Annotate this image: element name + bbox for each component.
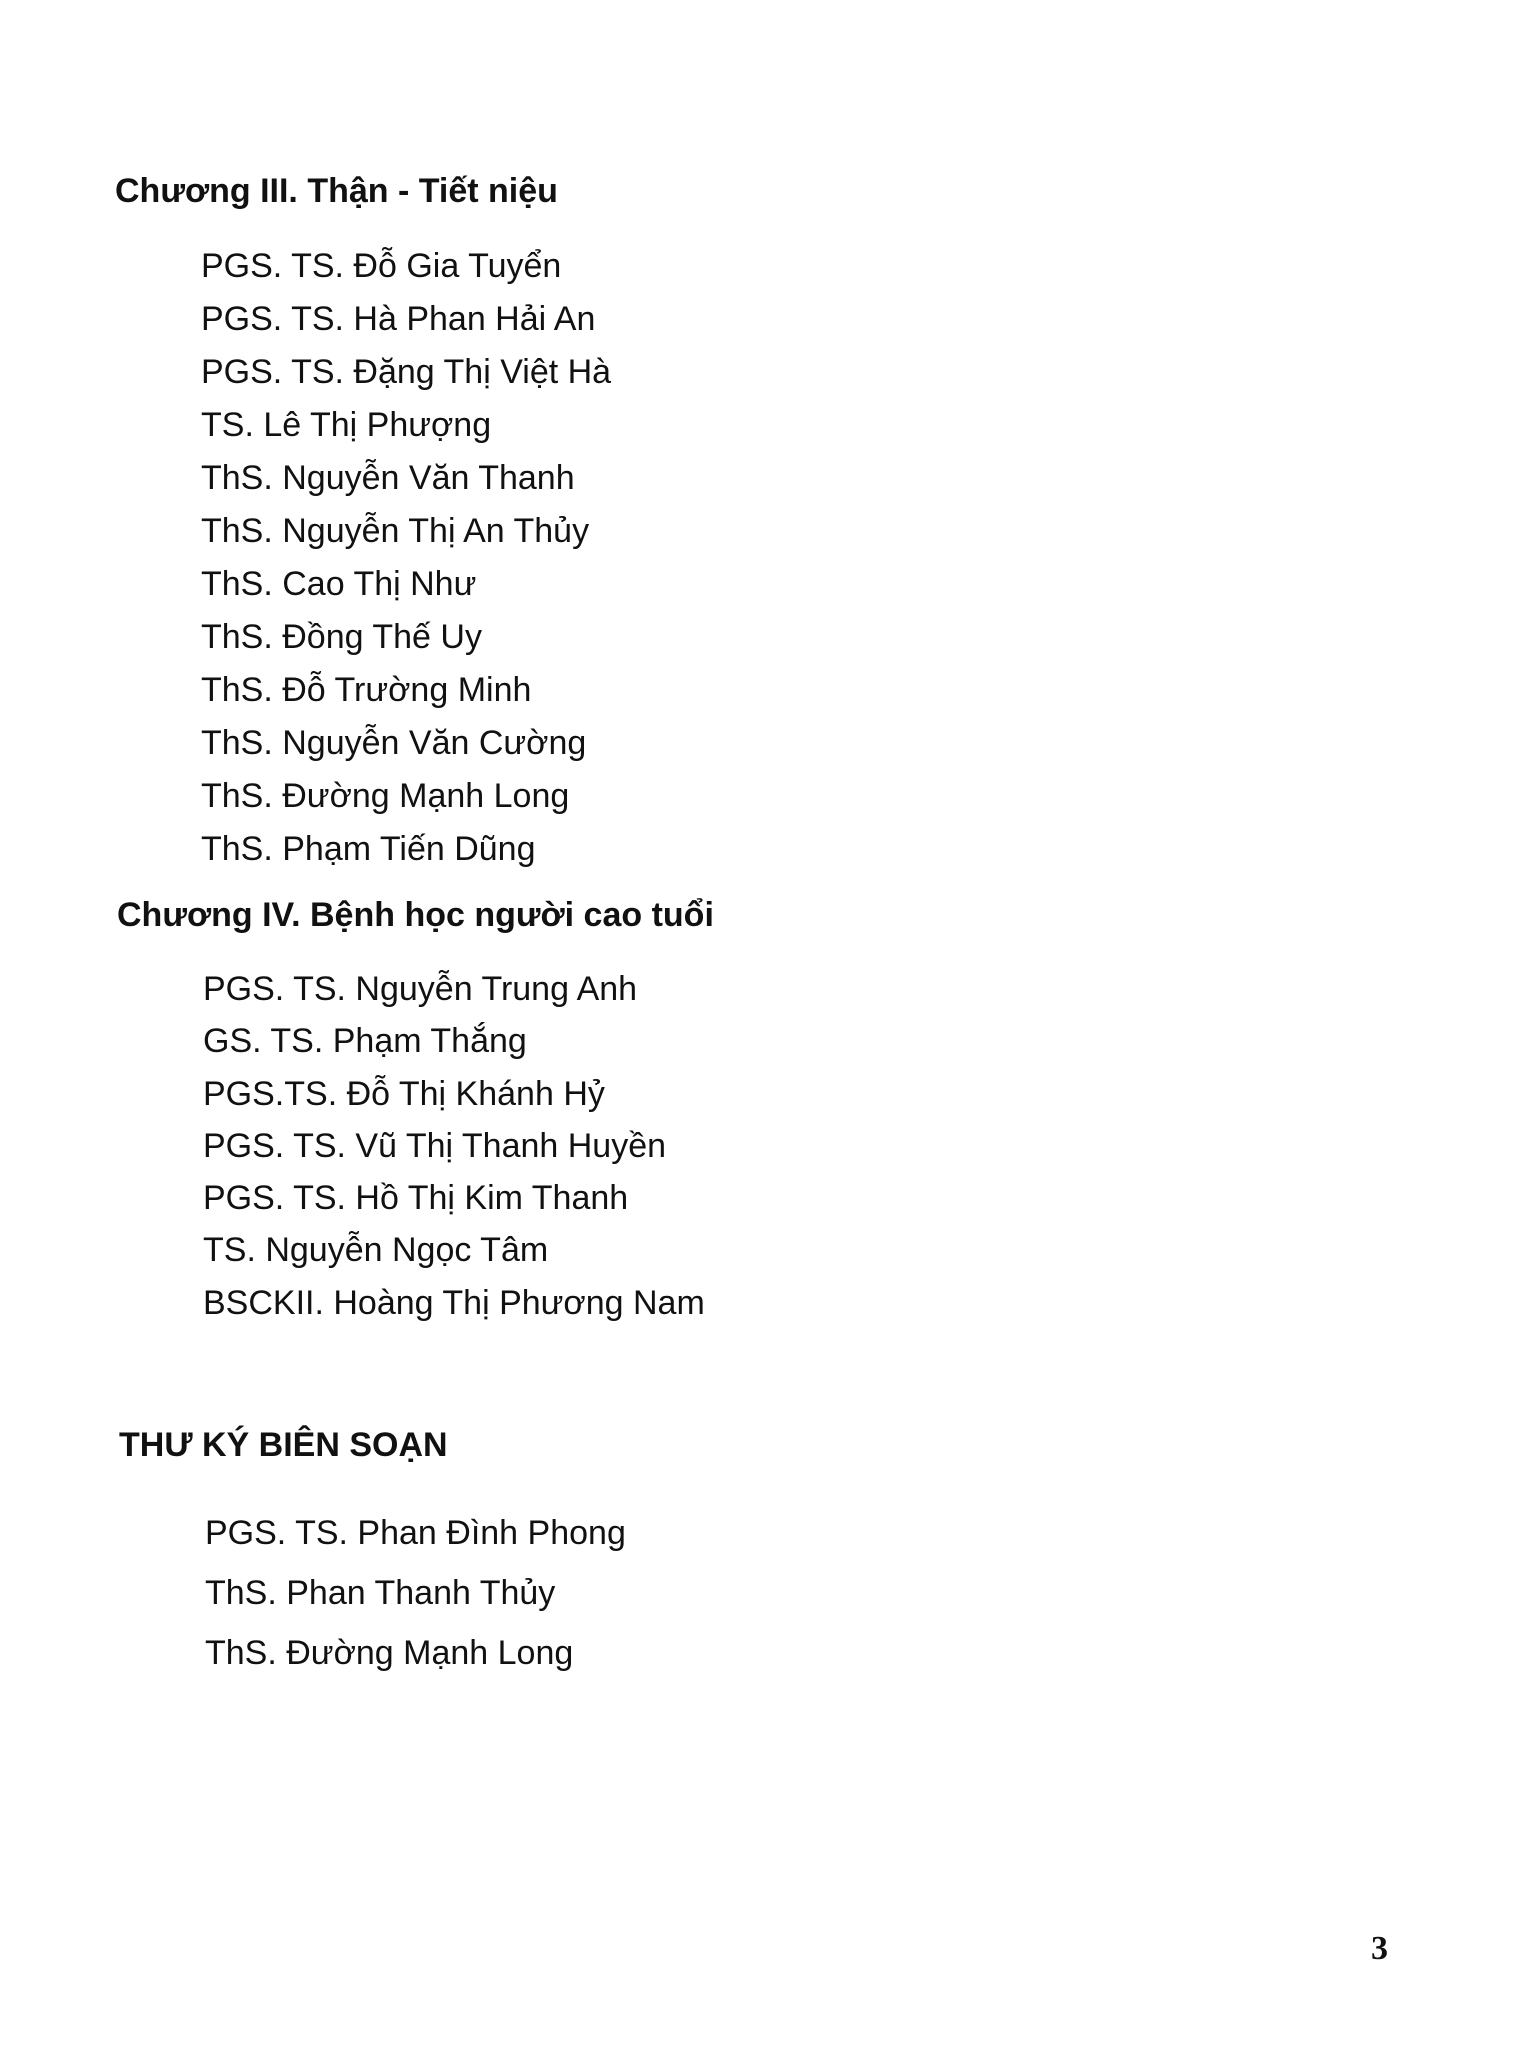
author-name: ThS. Nguyễn Văn Cường <box>201 724 587 762</box>
secretary-name: ThS. Đường Mạnh Long <box>205 1634 574 1672</box>
author-name: PGS. TS. Đỗ Gia Tuyển <box>201 247 562 285</box>
author-name: ThS. Phạm Tiến Dũng <box>201 830 536 868</box>
secretary-heading: THƯ KÝ BIÊN SOẠN <box>119 1426 448 1464</box>
chapter-3-author-list <box>201 240 611 876</box>
author-name: ThS. Đồng Thế Uy <box>201 618 482 656</box>
author-name: ThS. Đỗ Trường Minh <box>201 671 532 709</box>
chapter-4-heading: Chương IV. Bệnh học người cao tuổi <box>117 896 714 934</box>
chapter-3-heading: Chương III. Thận - Tiết niệu <box>115 172 558 210</box>
author-name: ThS. Đường Mạnh Long <box>201 777 570 815</box>
author-name: PGS. TS. Đặng Thị Việt Hà <box>201 353 612 391</box>
secretary-list <box>205 1503 626 1683</box>
author-name: TS. Nguyễn Ngọc Tâm <box>203 1231 549 1270</box>
author-name: GS. TS. Phạm Thắng <box>203 1022 527 1061</box>
secretary-name: ThS. Phan Thanh Thủy <box>205 1574 556 1612</box>
author-name: PGS. TS. Vũ Thị Thanh Huyền <box>203 1126 667 1165</box>
page-number: 3 <box>1371 1930 1388 1967</box>
author-name: PGS.TS. Đỗ Thị Khánh Hỷ <box>203 1074 605 1113</box>
chapter-4-author-list <box>203 963 705 1329</box>
author-name: PGS. TS. Hà Phan Hải An <box>201 300 596 338</box>
author-name: TS. Lê Thị Phượng <box>201 406 492 444</box>
author-name: PGS. TS. Hồ Thị Kim Thanh <box>203 1179 629 1218</box>
author-name: PGS. TS. Nguyễn Trung Anh <box>203 970 638 1008</box>
secretary-name: PGS. TS. Phan Đình Phong <box>205 1514 626 1552</box>
author-name: ThS. Nguyễn Văn Thanh <box>201 459 575 497</box>
author-name: BSCKII. Hoàng Thị Phương Nam <box>203 1283 705 1322</box>
author-name: ThS. Nguyễn Thị An Thủy <box>201 512 590 550</box>
author-name: ThS. Cao Thị Như <box>201 565 477 603</box>
